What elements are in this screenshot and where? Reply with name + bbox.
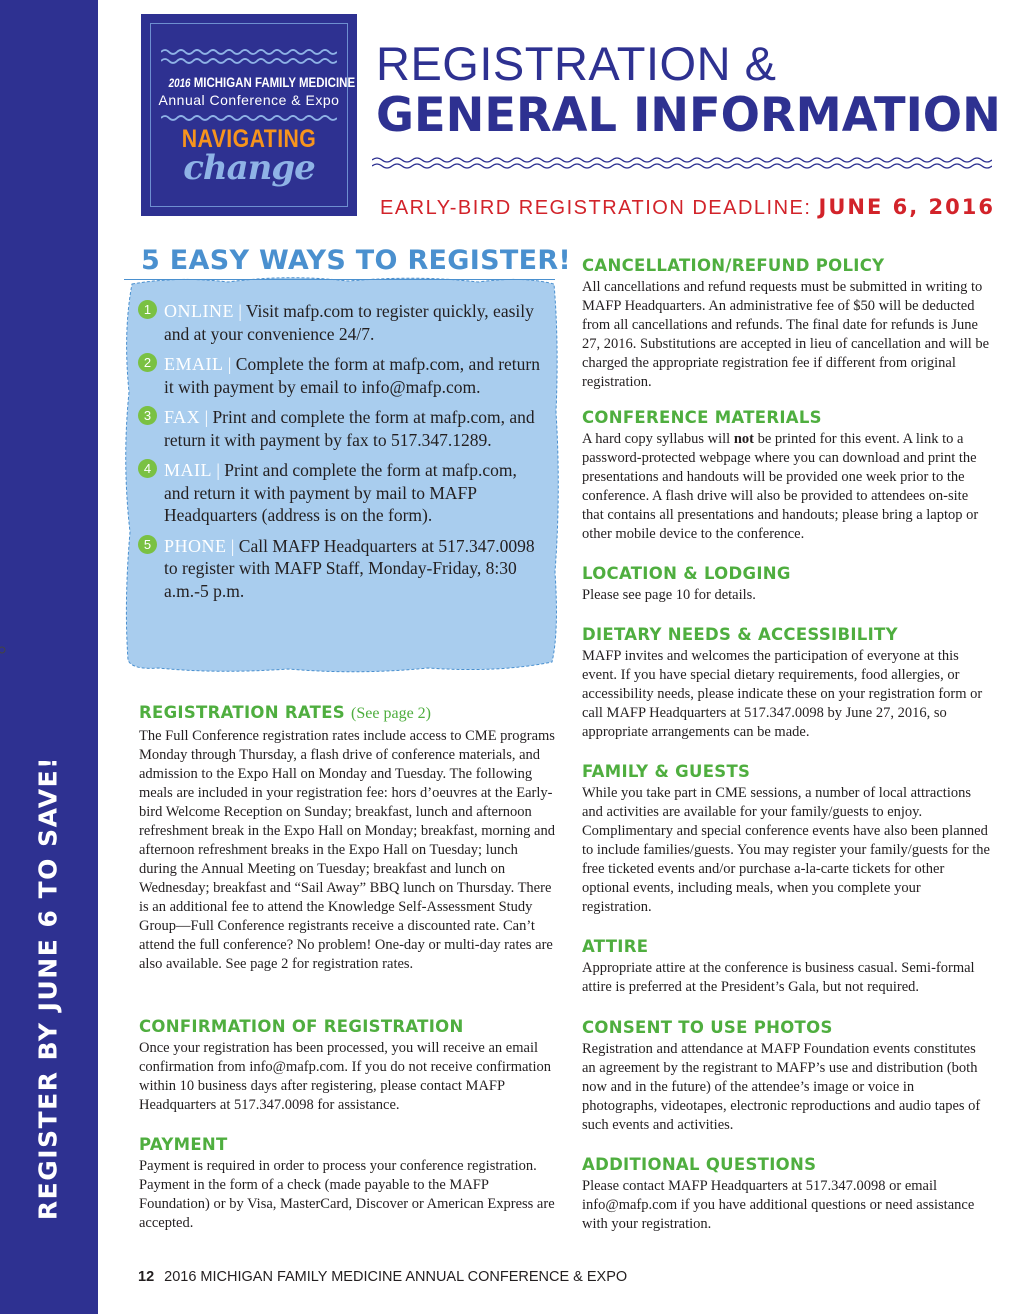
section-body: Registration and attendance at MAFP Foundation events constitutes an agreement by the registrant to MAFP’s use and distribution (both now and in the future) of the attendee’s image or voice in photographs, videotapes, electronic reproductions and audio tapes of such events and activities. <box>582 1041 981 1133</box>
section-consent-photos <box>582 1018 992 1135</box>
section-body: Appropriate attire at the conference is business casual. Semi-formal attire is preferred at the President’s Gala, but not required. <box>582 960 975 995</box>
section-attire <box>582 937 992 997</box>
conference-logo <box>141 14 357 216</box>
section-body: Once your registration has been processed, you will receive an email confirmation from info@mafp.com. If you do not receive confirmation within 10 business days after registering, please contact MAFP Headquarters at 517.347.0098 for assistance. <box>139 1040 551 1113</box>
way-online: 1 ONLINE | Visit mafp.com to register quickly, easily and at your convenience 24/7. <box>164 300 544 345</box>
number-badge-icon: 4 <box>138 459 157 478</box>
section-body: The Full Conference registration rates include access to CME programs Monday through Thursday, a flash drive of conference materials, and admission to the Expo Hall on Monday and Tuesday. The following meals are included in your registration fee: hors d’oeuvres at the Early-bird Welcome Reception on Sunday; breakfast, lunch and afternoon refreshment break in the Expo Hall on Monday; breakfast, morning and afternoon refreshment breaks in the Expo Hall on Tuesday; lunch during the Annual Meeting on Tuesday; breakfast and lunch on Wednesday; breakfast and “Sail Away” BBQ lunch on Thursday. There is an additional fee to attend the Knowledge Self-Assessment Study Group—Full Conference registrants receive a discounted rate. Can’t attend the full conference? No problem! One-day or multi-day rates are also available. See page 2 for registration rates. <box>139 728 555 972</box>
section-heading: REGISTRATION RATES (See page 2) <box>139 703 431 722</box>
page-edge-mark-icon <box>0 644 8 656</box>
section-dietary <box>582 625 992 742</box>
page-number: 12 <box>138 1269 155 1285</box>
section-heading: ATTIRE <box>582 937 649 956</box>
section-body: While you take part in CME sessions, a number of local attractions and activities are available for your family/guests to enjoy. Complimentary and special conference events have also been planned to include families/guests. You may register your family/guests for the free ticketed events and/or purchase a-la-carte tickets for other optional events, including meals, when you complete your registration. <box>582 785 990 915</box>
section-heading: ADDITIONAL QUESTIONS <box>582 1155 817 1174</box>
way-email: 2 EMAIL | Complete the form at mafp.com, and return it with payment by email to info@mafp.com. <box>164 353 544 398</box>
logo-wave-top2-icon <box>161 57 337 65</box>
number-badge-icon: 5 <box>138 535 157 554</box>
logo-title: 2016 MICHIGAN FAMILY MEDICINE <box>168 74 356 90</box>
header-wave-divider-icon <box>372 155 992 171</box>
logo-wave-mid-icon <box>161 114 337 122</box>
section-body: Please contact MAFP Headquarters at 517.347.0098 or email info@mafp.com if you have additional questions or need assistance with your registration. <box>582 1178 975 1232</box>
logo-theme-navigating: NAVIGATING <box>181 125 317 153</box>
logo-theme-change: change <box>183 148 315 188</box>
easy-ways-list <box>143 300 544 610</box>
easy-ways-underline <box>124 279 555 280</box>
easy-ways-title: 5 EASY WAYS TO REGISTER! <box>141 245 572 276</box>
section-heading: CONSENT TO USE PHOTOS <box>582 1018 833 1037</box>
section-heading: CONFIRMATION OF REGISTRATION <box>139 1017 464 1036</box>
footer-text: 2016 MICHIGAN FAMILY MEDICINE ANNUAL CONFERENCE & EXPO <box>164 1269 628 1285</box>
page-title-line2: GENERAL INFORMATION <box>376 88 1001 143</box>
logo-wave-top-icon <box>161 48 337 56</box>
section-heading: CONFERENCE MATERIALS <box>582 408 822 427</box>
way-phone: 5 PHONE | Call MAFP Headquarters at 517.347.0098 to register with MAFP Staff, Monday-Friday, 8:30 a.m.-5 p.m. <box>164 535 544 603</box>
section-confirmation <box>139 1017 559 1115</box>
number-badge-icon: 3 <box>138 406 157 425</box>
section-family-guests <box>582 762 992 917</box>
section-heading: CANCELLATION/REFUND POLICY <box>582 256 885 275</box>
section-body: Payment is required in order to process your conference registration. Payment in the form of a check (made payable to the MAFP Foundation) or by Visa, MasterCard, Discover or American Express are accepted. <box>139 1158 555 1231</box>
section-body: MAFP invites and welcomes the participation of everyone at this event. If you have special dietary requirements, food allergies, or accessibility needs, please indicate these on your registration form or call MAFP Headquarters at 517.347.0098 by June 27, 2016, so appropriate arrangements can be made. <box>582 648 983 740</box>
number-badge-icon: 2 <box>138 353 157 372</box>
way-mail: 4 MAIL | Print and complete the form at mafp.com, and return it with payment by mail to MAFP Headquarters (address is on the form). <box>164 459 544 527</box>
section-heading: DIETARY NEEDS & ACCESSIBILITY <box>582 625 898 644</box>
section-location <box>582 564 992 605</box>
logo-subtitle: Annual Conference & Expo <box>158 92 340 108</box>
see-page-note: (See page 2) <box>351 705 431 722</box>
section-body: All cancellations and refund requests must be submitted in writing to MAFP Headquarters. An administrative fee of $50 will be deducted from all cancellations and refunds. The final date for refunds is June 27, 2016. Substitutions are accepted in lieu of cancellation and will be charged the appropriate registration fee if different from original registration. <box>582 279 990 390</box>
section-body: Please see page 10 for details. <box>582 587 756 603</box>
deadline-date: JUNE 6, 2016 <box>818 195 995 219</box>
section-heading: FAMILY & GUESTS <box>582 762 751 781</box>
section-cancellation <box>582 256 992 392</box>
way-fax: 3 FAX | Print and complete the form at mafp.com, and return it with payment by fax to 517.347.1289. <box>164 406 544 451</box>
section-heading: LOCATION & LODGING <box>582 564 791 583</box>
side-banner-text: REGISTER BY JUNE 6 TO SAVE! <box>33 755 63 1221</box>
page-title-line1: REGISTRATION & <box>376 37 777 90</box>
section-heading: PAYMENT <box>139 1135 228 1154</box>
section-conference-materials <box>582 408 992 544</box>
side-band <box>0 0 98 1314</box>
section-payment <box>139 1135 559 1233</box>
section-additional-questions <box>582 1155 992 1234</box>
page-footer <box>138 1269 627 1285</box>
number-badge-icon: 1 <box>138 300 157 319</box>
early-bird-deadline: EARLY-BIRD REGISTRATION DEADLINE: JUNE 6, 2016 <box>380 195 995 219</box>
section-body: A hard copy syllabus will not be printed for this event. A link to a password-protected webpage where you can download and print the presentations and handouts will be provided one week prior to the conference. A flash drive will also be provided to attendees on-site that contains all presentations and handouts; please bring a laptop or other mobile device to the conference. <box>582 431 979 542</box>
section-registration-rates <box>139 703 559 974</box>
